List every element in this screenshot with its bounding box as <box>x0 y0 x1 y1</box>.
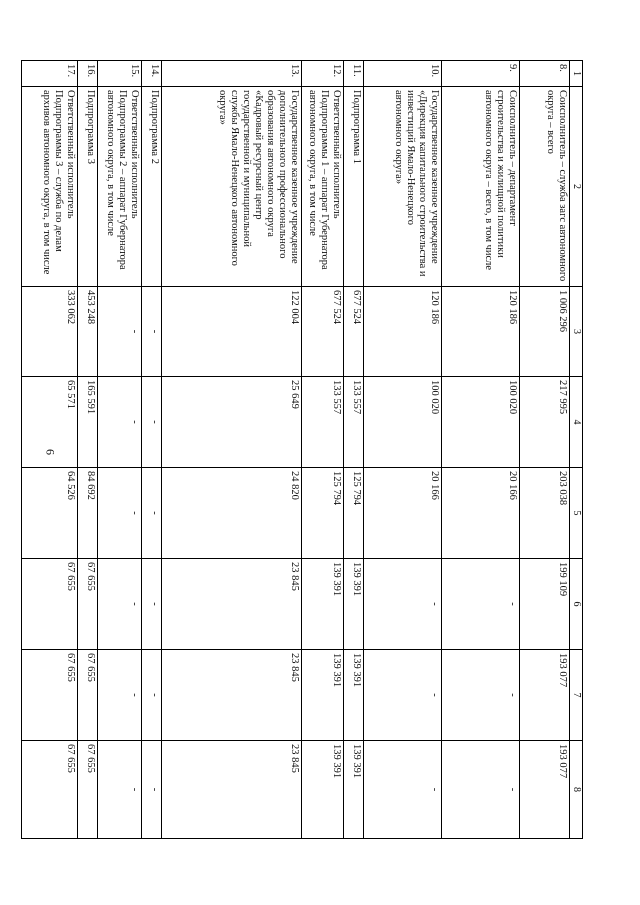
table-row <box>162 61 302 839</box>
value-year1-cell: - <box>98 377 142 468</box>
row-number-cell: 14. <box>142 61 162 87</box>
value-year1-cell: 133 557 <box>344 377 364 468</box>
value-year1-cell: 100 020 <box>442 377 520 468</box>
header-cell: 3 <box>570 287 583 377</box>
value-year5-cell: - <box>142 741 162 839</box>
row-name-cell: Соисполнитель – департамент строительства и жилищной политики автономного округа – всего, в том числе <box>442 87 520 287</box>
row-name-cell: Государственное казенное учреждение «Дирекция капитального строительства и инвестиций Ямало-Ненецкого автономного округа» <box>364 87 442 287</box>
value-year2-cell: - <box>142 468 162 559</box>
value-year3-cell: - <box>364 559 442 650</box>
budget-table <box>21 60 583 839</box>
table-row <box>442 61 520 839</box>
column-number-header-row <box>570 61 583 839</box>
value-year2-cell: 64 526 <box>22 468 78 559</box>
value-year1-cell: 133 557 <box>302 377 344 468</box>
value-year3-cell: 139 391 <box>344 559 364 650</box>
table-row <box>78 61 98 839</box>
value-year4-cell: 139 391 <box>302 650 344 741</box>
value-total-cell: 120 186 <box>364 287 442 377</box>
row-name-cell: Подпрограмма 2 <box>142 87 162 287</box>
row-number-cell: 15. <box>98 61 142 87</box>
table-row <box>520 61 570 839</box>
value-year4-cell: 193 077 <box>520 650 570 741</box>
value-total-cell: 333 062 <box>22 287 78 377</box>
value-year2-cell: 20 166 <box>442 468 520 559</box>
value-year1-cell: 25 649 <box>162 377 302 468</box>
value-year1-cell: - <box>142 377 162 468</box>
value-year5-cell: 23 845 <box>162 741 302 839</box>
table-row <box>364 61 442 839</box>
table-row <box>302 61 344 839</box>
value-year5-cell: 193 077 <box>520 741 570 839</box>
value-year2-cell: - <box>98 468 142 559</box>
row-name-cell: Соисполнитель – служба загс автономного округа – всего <box>520 87 570 287</box>
table-row <box>98 61 142 839</box>
value-year5-cell: 139 391 <box>302 741 344 839</box>
row-number-cell: 10. <box>364 61 442 87</box>
value-year3-cell: 67 655 <box>22 559 78 650</box>
value-year4-cell: 23 845 <box>162 650 302 741</box>
value-total-cell: - <box>142 287 162 377</box>
value-year5-cell: 139 391 <box>344 741 364 839</box>
table-row <box>344 61 364 839</box>
header-cell: 5 <box>570 468 583 559</box>
value-year4-cell: - <box>364 650 442 741</box>
value-total-cell: 122 004 <box>162 287 302 377</box>
row-number-cell: 16. <box>78 61 98 87</box>
value-year3-cell: 139 391 <box>302 559 344 650</box>
value-year4-cell: 67 655 <box>78 650 98 741</box>
value-total-cell: 1 006 296 <box>520 287 570 377</box>
header-cell: 8 <box>570 741 583 839</box>
row-number-cell: 9. <box>442 61 520 87</box>
row-name-cell: Ответственный исполнитель Подпрограммы 2 – аппарат Губернатора автономного округа, в том числе <box>98 87 142 287</box>
value-year3-cell: - <box>98 559 142 650</box>
header-cell: 6 <box>570 559 583 650</box>
value-year3-cell: - <box>142 559 162 650</box>
header-cell: 7 <box>570 650 583 741</box>
value-year1-cell: 65 571 <box>22 377 78 468</box>
value-year4-cell: - <box>98 650 142 741</box>
row-name-cell: Ответственный исполнитель Подпрограммы 3 – служба по делам архивов автономного округа, в том числе <box>22 87 78 287</box>
value-year4-cell: 67 655 <box>22 650 78 741</box>
value-year3-cell: - <box>442 559 520 650</box>
table-row <box>22 61 78 839</box>
row-number-cell: 13. <box>162 61 302 87</box>
value-year4-cell: - <box>442 650 520 741</box>
value-total-cell: 120 186 <box>442 287 520 377</box>
row-name-cell: Подпрограмма 3 <box>78 87 98 287</box>
row-number-cell: 11. <box>344 61 364 87</box>
value-year2-cell: 125 794 <box>344 468 364 559</box>
value-year3-cell: 67 655 <box>78 559 98 650</box>
value-total-cell: 453 248 <box>78 287 98 377</box>
value-total-cell: 677 524 <box>344 287 364 377</box>
row-name-cell: Подпрограмма 1 <box>344 87 364 287</box>
page-number: 6 <box>43 449 58 455</box>
value-year5-cell: - <box>364 741 442 839</box>
row-name-cell: Государственное казенное учреждение дополнительного профессионального образования автономного округа «Кадровый ресурсный центр государственной и муниципальной службы Ямало-Ненецкого автономного округа» <box>162 87 302 287</box>
row-number-cell: 17. <box>22 61 78 87</box>
value-total-cell: 677 524 <box>302 287 344 377</box>
value-year5-cell: 67 655 <box>78 741 98 839</box>
value-year3-cell: 23 845 <box>162 559 302 650</box>
value-year2-cell: 203 038 <box>520 468 570 559</box>
table-row <box>142 61 162 839</box>
value-year2-cell: 84 692 <box>78 468 98 559</box>
value-total-cell: - <box>98 287 142 377</box>
value-year5-cell: - <box>442 741 520 839</box>
value-year2-cell: 125 794 <box>302 468 344 559</box>
row-number-cell: 12. <box>302 61 344 87</box>
value-year1-cell: 217 995 <box>520 377 570 468</box>
value-year3-cell: 199 109 <box>520 559 570 650</box>
row-number-cell: 8. <box>520 61 570 87</box>
value-year1-cell: 165 591 <box>78 377 98 468</box>
value-year5-cell: 67 655 <box>22 741 78 839</box>
header-cell: 2 <box>570 87 583 287</box>
value-year1-cell: 100 020 <box>364 377 442 468</box>
row-name-cell: Ответственный исполнитель Подпрограммы 1 – аппарат Губернатора автономного округа, в том числе <box>302 87 344 287</box>
rotated-page-content <box>41 60 583 838</box>
header-cell: 4 <box>570 377 583 468</box>
value-year2-cell: 20 166 <box>364 468 442 559</box>
value-year5-cell: - <box>98 741 142 839</box>
value-year4-cell: 139 391 <box>344 650 364 741</box>
header-cell: 1 <box>570 61 583 87</box>
value-year4-cell: - <box>142 650 162 741</box>
value-year2-cell: 24 820 <box>162 468 302 559</box>
